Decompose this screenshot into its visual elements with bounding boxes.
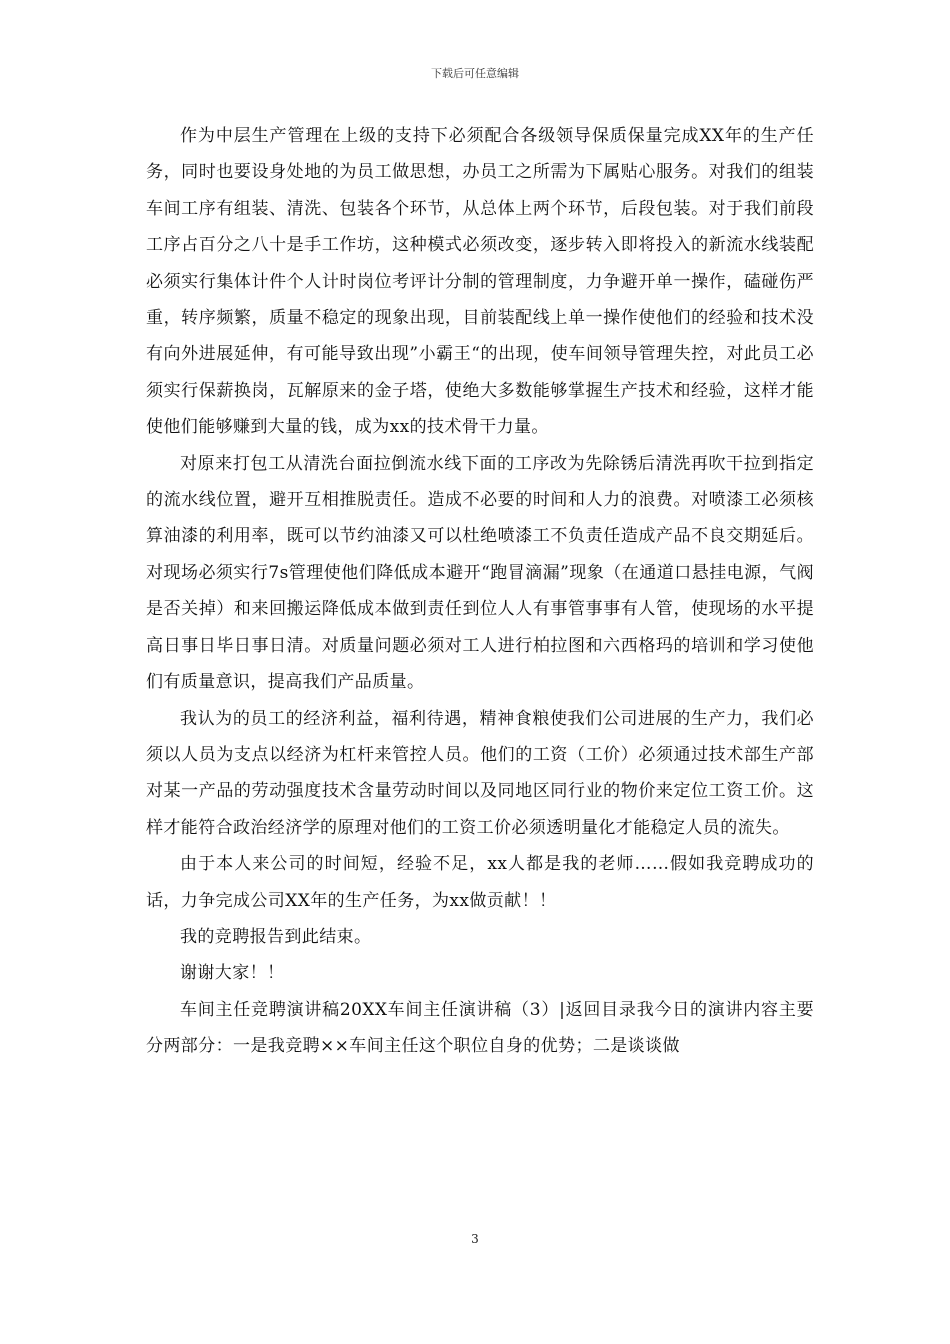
body-paragraph: 作为中层生产管理在上级的支持下必须配合各级领导保质保量完成XX年的生产任务，同时也要设身处地的为员工做思想，办员工之所需为下属贴心服务。对我们的组装车间工序有组装、清洗、包装各个环节，从总体上两个环节，后段包装。对于我们前段工序占百分之八十是手工作坊，这种模式必须改变，逐步转入即将投入的新流水线装配必须实行集体计件个人计时岗位考评计分制的管理制度，力争避开单一操作，磕碰伤严重，转序频繁，质量不稳定的现象出现，目前装配线上单一操作使他们的经验和技术没有向外进展延伸，有可能导致出现”小霸王“的出现，使车间领导管理失控，对此员工必须实行保薪换岗，瓦解原来的金子塔，使绝大多数能够掌握生产技术和经验，这样才能使他们能够赚到大量的钱，成为xx的技术骨干力量。	[146, 126, 814, 438]
body-paragraph: 谢谢大家！！	[180, 963, 285, 984]
document-body	[146, 118, 814, 1065]
page-header: 下载后可任意编辑	[431, 67, 519, 80]
page-number: 3	[471, 1232, 479, 1246]
body-paragraph: 对原来打包工从清洗台面拉倒流水线下面的工序改为先除锈后清洗再吹干拉到指定的流水线位置，避开互相推脱责任。造成不必要的时间和人力的浪费。对喷漆工必须核算油漆的利用率，既可以节约油漆又可以杜绝喷漆工不负责任造成产品不良交期延后。对现场必须实行7s管理使他们降低成本避开“跑冒滴漏”现象（在通道口悬挂电源，气阀是否关掉）和来回搬运降低成本做到责任到位人人有事管事事有人管，使现场的水平提高日事日毕日事日清。对质量问题必须对工人进行柏拉图和六西格玛的培训和学习使他们有质量意识，提高我们产品质量。	[146, 453, 814, 693]
body-paragraph: 由于本人来公司的时间短，经验不足，xx人都是我的老师……假如我竞聘成功的话，力争完成公司XX年的生产任务，为xx做贡献！！	[146, 854, 814, 911]
body-paragraph: 我认为的员工的经济利益，福利待遇，精神食粮使我们公司进展的生产力，我们必须以人员为支点以经济为杠杆来管控人员。他们的工资（工价）必须通过技术部生产部对某一产品的劳动强度技术含量劳动时间以及同地区同行业的物价来定位工资工价。这样才能符合政治经济学的原理对他们的工资工价必须透明量化才能稳定人员的流失。	[146, 708, 814, 838]
body-paragraph: 车间主任竞聘演讲稿20XX车间主任演讲稿（3）|返回目录我今日的演讲内容主要分两部分：一是我竞聘××车间主任这个职位自身的优势；二是谈谈做	[146, 999, 814, 1057]
body-paragraph: 我的竞聘报告到此结束。	[180, 926, 372, 947]
